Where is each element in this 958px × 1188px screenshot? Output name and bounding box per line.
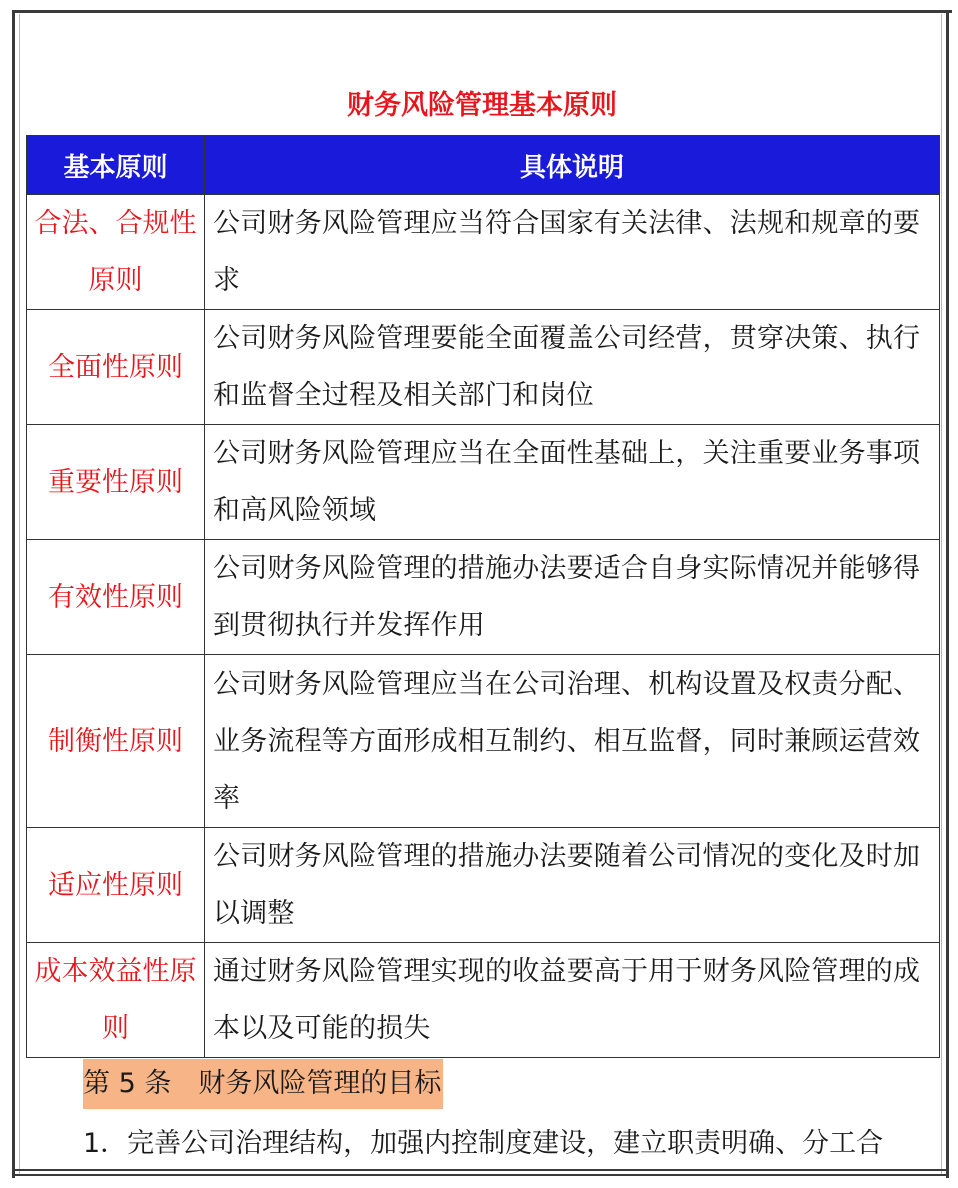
principle-description: 公司财务风险管理的措施办法要随着公司情况的变化及时加以调整 <box>205 828 940 943</box>
page-frame-left <box>12 10 15 1178</box>
header-description: 具体说明 <box>205 136 940 195</box>
page-frame-left-inner <box>19 14 20 1176</box>
article-heading: 第 5 条 财务风险管理的目标 <box>83 1059 443 1109</box>
principle-name: 有效性原则 <box>27 540 205 655</box>
table-row <box>27 828 940 943</box>
principle-name: 适应性原则 <box>27 828 205 943</box>
page-frame-bottom-double <box>12 1174 949 1176</box>
principle-description: 公司财务风险管理应当在全面性基础上，关注重要业务事项和高风险领域 <box>205 425 940 540</box>
principle-description: 通过财务风险管理实现的收益要高于用于财务风险管理的成本以及可能的损失 <box>205 943 940 1058</box>
document-title: 财务风险管理基本原则 <box>347 90 617 121</box>
table-header-row <box>27 136 940 195</box>
principle-name: 重要性原则 <box>27 425 205 540</box>
principle-description: 公司财务风险管理的措施办法要适合自身实际情况并能够得到贯彻执行并发挥作用 <box>205 540 940 655</box>
table-row <box>27 943 940 1058</box>
principle-description: 公司财务风险管理要能全面覆盖公司经营，贯穿决策、执行和监督全过程及相关部门和岗位 <box>205 310 940 425</box>
table-row <box>27 195 940 310</box>
principle-name: 制衡性原则 <box>27 655 205 828</box>
table-row <box>27 310 940 425</box>
table-row <box>27 540 940 655</box>
principle-name: 全面性原则 <box>27 310 205 425</box>
principles-table <box>26 135 940 1058</box>
page-frame-bottom <box>12 1169 949 1171</box>
principle-description: 公司财务风险管理应当符合国家有关法律、法规和规章的要求 <box>205 195 940 310</box>
table-row <box>27 425 940 540</box>
page-frame-right <box>946 10 949 1178</box>
principle-name: 成本效益性原则 <box>27 943 205 1058</box>
header-principle: 基本原则 <box>27 136 205 195</box>
page-frame-top <box>12 10 952 13</box>
table-row <box>27 655 940 828</box>
principle-description: 公司财务风险管理应当在公司治理、机构设置及权责分配、业务流程等方面形成相互制约、相互监督，同时兼顾运营效率 <box>205 655 940 828</box>
page-frame-right-inner <box>941 14 942 1176</box>
principle-name: 合法、合规性原则 <box>27 195 205 310</box>
article-item: 1．完善公司治理结构，加强内控制度建设，建立职责明确、分工合 <box>83 1128 884 1159</box>
